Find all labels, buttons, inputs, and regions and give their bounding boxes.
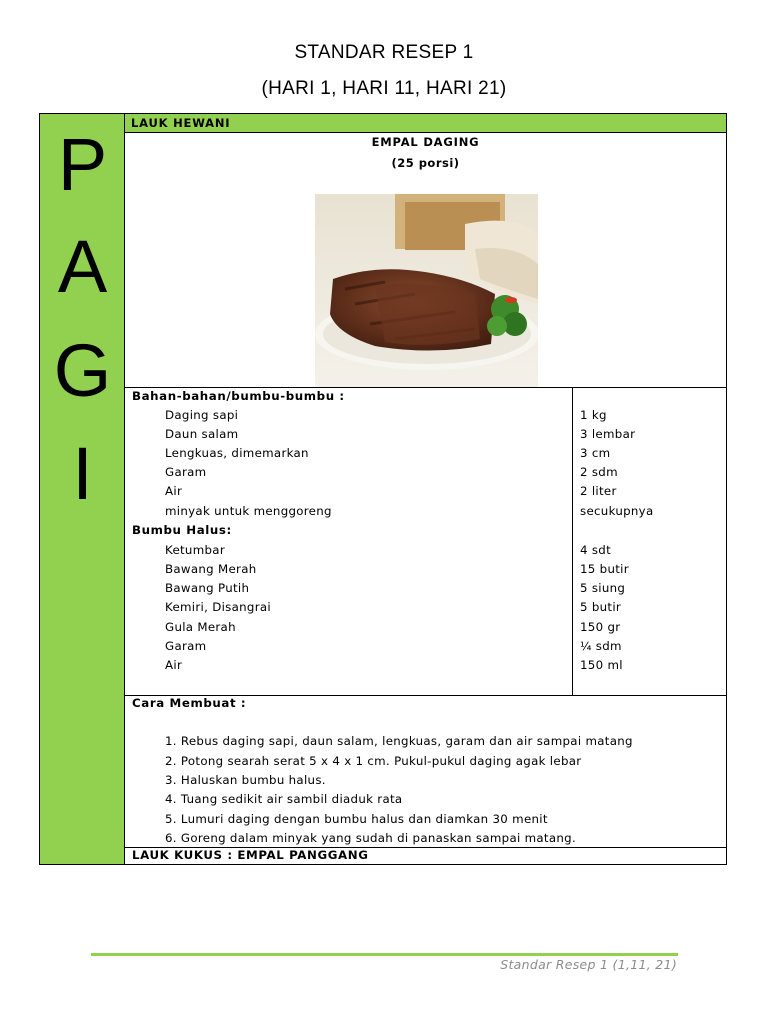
paste-ingredient-qty: 150 gr	[580, 620, 621, 634]
recipe-table	[39, 113, 727, 865]
method-step: 6. Goreng dalam minyak yang sudah di panaskan sampai matang.	[165, 831, 576, 845]
method-step: 4. Tuang sedikit air sambil diaduk rata	[165, 792, 403, 806]
paste-ingredient-name: Bawang Merah	[165, 562, 257, 576]
paste-ingredient-qty: 150 ml	[580, 658, 623, 672]
category-header: LAUK HEWANI	[125, 114, 726, 133]
paste-ingredient-qty: ¼ sdm	[580, 639, 622, 653]
method-step: 3. Haluskan bumbu halus.	[165, 773, 326, 787]
dish-name: EMPAL DAGING	[371, 135, 480, 149]
page-title: STANDAR RESEP 1	[294, 42, 474, 63]
paste-heading: Bumbu Halus:	[132, 523, 232, 537]
paste-ingredient-name: Gula Merah	[165, 620, 236, 634]
ingredient-qty: 3 cm	[580, 446, 611, 460]
ingredient-qty: 1 kg	[580, 408, 607, 422]
paste-ingredient-name: Garam	[165, 639, 207, 653]
ingredient-qty: 2 liter	[580, 484, 617, 498]
paste-ingredient-qty: 5 butir	[580, 600, 622, 614]
column-divider	[572, 387, 573, 695]
ingredient-name: Daging sapi	[165, 408, 239, 422]
footer-text: Standar Resep 1 (1,11, 21)	[500, 957, 677, 972]
footer-rule	[91, 953, 678, 956]
side-label-letter: P	[57, 123, 108, 206]
paste-ingredient-qty: 5 siung	[580, 581, 626, 595]
ingredient-name: Air	[165, 484, 183, 498]
ingredient-name: Daun salam	[165, 427, 239, 441]
ingredient-name: minyak untuk menggoreng	[165, 504, 332, 518]
side-label-letter: I	[72, 432, 93, 515]
paste-ingredient-name: Kemiri, Disangrai	[165, 600, 271, 614]
paste-ingredient-name: Ketumbar	[165, 543, 225, 557]
ingredient-name: Lengkuas, dimemarkan	[165, 446, 309, 460]
paste-ingredient-name: Air	[165, 658, 183, 672]
ingredient-qty: secukupnya	[580, 504, 654, 518]
dish-portion: (25 porsi)	[391, 156, 460, 170]
method-step: 5. Lumuri daging dengan bumbu halus dan diamkan 30 menit	[165, 812, 548, 826]
paste-ingredient-qty: 15 butir	[580, 562, 629, 576]
meal-time-column	[40, 114, 125, 864]
side-label-letter: G	[53, 329, 112, 412]
side-label-letter: A	[57, 225, 108, 308]
ingredient-name: Garam	[165, 465, 207, 479]
method-step: 2. Potong searah serat 5 x 4 x 1 cm. Pukul-pukul daging agak lebar	[165, 754, 582, 768]
ingredient-qty: 3 lembar	[580, 427, 636, 441]
ingredient-qty: 2 sdm	[580, 465, 618, 479]
page-subtitle: (HARI 1, HARI 11, HARI 21)	[261, 78, 507, 99]
paste-ingredient-name: Bawang Putih	[165, 581, 250, 595]
dish-photo	[315, 194, 538, 387]
ingredients-heading: Bahan-bahan/bumbu-bumbu :	[132, 389, 345, 403]
paste-ingredient-qty: 4 sdt	[580, 543, 612, 557]
next-section-header: LAUK KUKUS : EMPAL PANGGANG	[132, 848, 369, 862]
row-divider	[125, 387, 726, 388]
method-heading: Cara Membuat :	[132, 696, 247, 710]
method-step: 1. Rebus daging sapi, daun salam, lengkuas, garam dan air sampai matang	[165, 734, 633, 748]
